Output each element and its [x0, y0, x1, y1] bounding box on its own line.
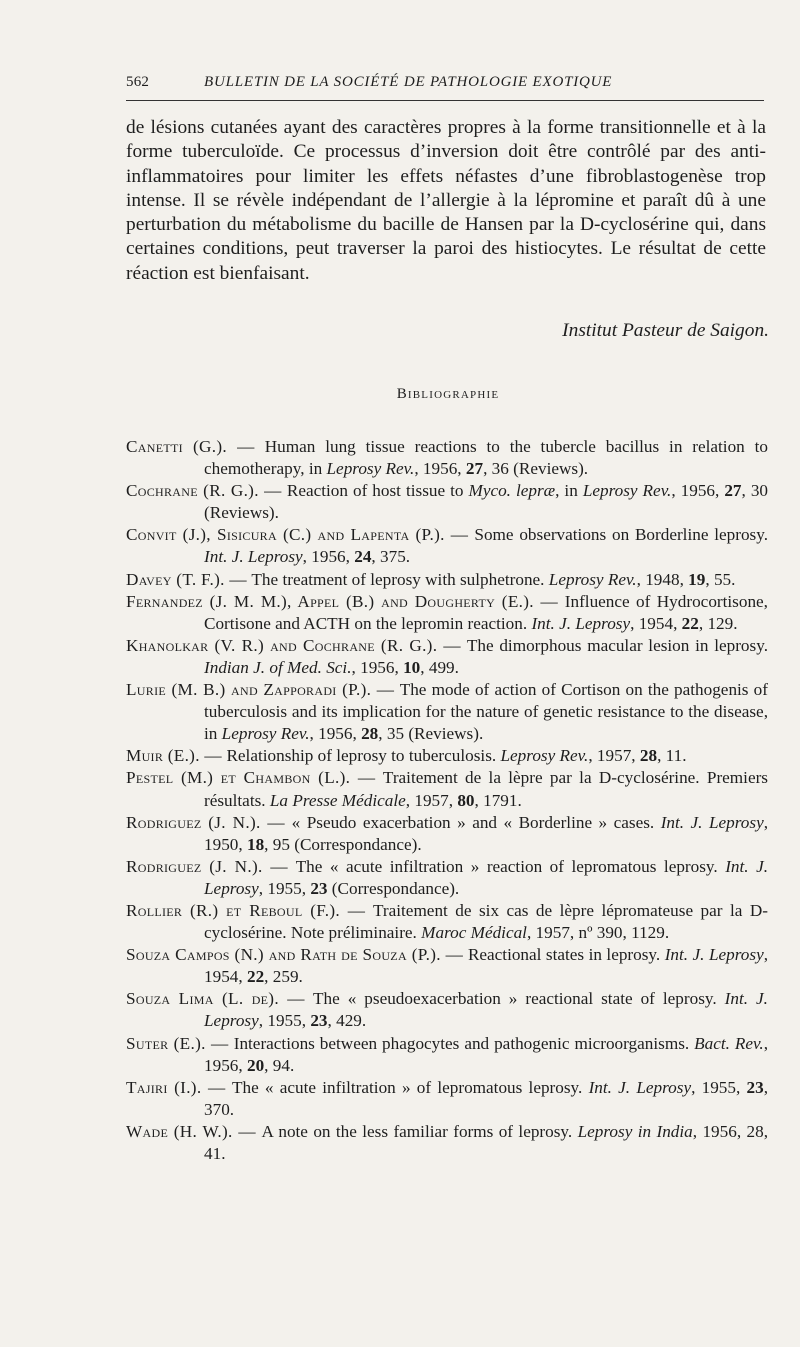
- reference-entry: [126, 745, 768, 767]
- reference-entry: [126, 900, 768, 944]
- reference-volume: 23: [310, 1011, 328, 1031]
- reference-entry: [126, 856, 768, 900]
- reference-title: Traitement de six cas de lèpre lépromateuse par la D-cyclosérine. Note préliminaire.: [204, 900, 768, 943]
- reference-entry: [126, 1033, 768, 1077]
- reference-authors: Rodriguez (J. N.). —: [126, 856, 296, 876]
- reference-volume: 27: [724, 481, 742, 501]
- reference-authors: Davey (T. F.). —: [126, 569, 252, 589]
- reference-journal: Leprosy Rev.: [500, 746, 589, 766]
- reference-citation: , 1956,: [351, 657, 404, 677]
- reference-journal: Int. J. Leprosy: [660, 812, 764, 832]
- reference-volume: 28: [639, 746, 658, 766]
- reference-volume: 19: [688, 569, 706, 589]
- reference-citation: , 1957,: [588, 746, 640, 766]
- reference-authors: Suter (E.). —: [126, 1033, 234, 1053]
- reference-pages: , 35 (Reviews).: [378, 724, 484, 744]
- reference-volume: 80: [457, 790, 475, 810]
- reference-authors: Tajiri (I.). —: [126, 1077, 232, 1097]
- reference-pages: , 129.: [698, 613, 738, 633]
- reference-citation: , 1956, 28, 41.: [204, 1121, 768, 1163]
- reference-entry: [126, 591, 768, 635]
- reference-journal: Leprosy Rev.: [221, 724, 310, 744]
- reference-citation: , 1955,: [258, 878, 311, 898]
- reference-entry: [126, 767, 768, 811]
- reference-title: Influence of Hydrocortisone, Cortisone and ACTH on the lepromin reaction.: [204, 591, 768, 633]
- reference-pages: , 36 (Reviews).: [483, 459, 589, 479]
- reference-pages: , 259.: [264, 967, 303, 987]
- body-paragraph: de lésions cutanées ayant des caractères propres à la forme transitionnelle et à la forme tuberculoïde. Ce processus d’inversion doit être contrôlé par des anti-inflammatoires pour limiter les effets néfastes d’une fibroblastogenèse trop intense. Il se révèle indépendant de l’allergie à la lépromine et paraît dû à une perturbation du métabolisme du bacille de Hansen par la D-cyclosérine qui, dans certaines conditions, peut traverser la paroi des histiocytes. Le résultat de cette réaction est bienfaisant.: [126, 117, 766, 284]
- reference-citation: , 1956,: [671, 481, 725, 501]
- reference-journal: Int. J. Leprosy: [588, 1077, 692, 1097]
- reference-title: The « acute infiltration » of lepromatous leprosy.: [231, 1077, 589, 1097]
- reference-title: Some observations on Borderline leprosy.: [474, 525, 769, 545]
- reference-authors: Convit (J.), Sisicura (C.) and Lapenta (P.). —: [126, 525, 475, 545]
- reference-authors: Fernandez (J. M. M.), Appel (B.) and Dougherty (E.). —: [126, 591, 565, 611]
- reference-volume: 23: [746, 1077, 764, 1097]
- reference-citation: , 1955,: [258, 1011, 311, 1031]
- page-number: 562: [126, 74, 150, 90]
- reference-authors: Rollier (R.) et Reboul (F.). —: [126, 900, 374, 920]
- reference-title: Human lung tissue reactions to the tubercle bacillus in relation to chemotherapy, in: [204, 437, 768, 479]
- reference-entry: [126, 524, 768, 568]
- reference-title: Reactional states in leprosy.: [467, 945, 665, 965]
- affiliation: Institut Pasteur de Saigon.: [562, 320, 769, 341]
- reference-citation: , 1957, nº 390, 1129.: [526, 923, 670, 943]
- reference-journal: Leprosy Rev.: [582, 481, 672, 501]
- reference-volume: 10: [403, 657, 421, 677]
- reference-entry: [126, 1121, 768, 1165]
- reference-authors: Souza Campos (N.) and Rath de Souza (P.). —: [126, 945, 468, 965]
- reference-citation: , 1948,: [636, 569, 689, 589]
- reference-volume: 22: [681, 613, 699, 633]
- reference-title: « Pseudo exacerbation » and « Borderline » cases.: [291, 812, 661, 832]
- reference-authors: Canetti (G.). —: [126, 437, 265, 456]
- reference-pages: , 499.: [420, 657, 459, 677]
- reference-journal: Leprosy Rev.: [326, 459, 415, 479]
- reference-pages: , 11.: [657, 746, 687, 766]
- reference-journal: Int. J. Leprosy: [204, 547, 303, 567]
- reference-journal: Indian J. of Med. Sci.: [204, 657, 352, 677]
- reference-volume: 24: [354, 547, 372, 567]
- reference-journal: Leprosy Rev.: [548, 569, 637, 589]
- reference-journal: Int. J. Leprosy: [664, 945, 764, 965]
- reference-entry: [126, 1077, 768, 1121]
- reference-title: The dimorphous macular lesion in leprosy.: [466, 635, 768, 655]
- reference-authors: Khanolkar (V. R.) and Cochrane (R. G.). —: [126, 635, 467, 655]
- reference-title: Reaction of host tissue to: [286, 481, 469, 501]
- reference-entry: [126, 988, 768, 1032]
- reference-journal: La Presse Médicale: [269, 790, 406, 810]
- reference-entry: [126, 812, 768, 856]
- header-rule: [126, 100, 764, 101]
- reference-authors: Wade (H. W.). —: [126, 1121, 262, 1141]
- reference-authors: Pestel (M.) et Chambon (L.). —: [126, 768, 383, 788]
- reference-volume: 20: [246, 1055, 265, 1075]
- reference-citation: , 1957,: [405, 790, 458, 810]
- reference-pages: , 429.: [327, 1011, 367, 1031]
- reference-journal: Maroc Médical: [421, 923, 527, 943]
- reference-authors: Muir (E.). —: [126, 746, 227, 766]
- reference-journal: Myco. lepræ: [468, 481, 556, 501]
- reference-title: The treatment of leprosy with sulphetrone.: [251, 569, 549, 589]
- reference-volume: 23: [310, 878, 328, 898]
- reference-pages: , 55.: [705, 569, 736, 589]
- reference-authors: Souza Lima (L. de). —: [126, 989, 313, 1009]
- reference-authors: Lurie (M. B.) and Zapporadi (P.). —: [126, 680, 400, 700]
- journal-title: BULLETIN DE LA SOCIÉTÉ DE PATHOLOGIE EXOTIQUE: [204, 74, 613, 90]
- reference-journal: Bact. Rev.: [694, 1033, 764, 1053]
- reference-citation: , 1954,: [630, 613, 682, 633]
- reference-volume: 22: [246, 967, 265, 987]
- reference-title: The « pseudoexacerbation » reactional state of leprosy.: [313, 989, 725, 1009]
- bibliography-heading-text: Bibliographie: [396, 386, 500, 402]
- body-text: [126, 116, 766, 286]
- reference-citation: , 1955,: [691, 1077, 747, 1097]
- reference-list: [126, 436, 768, 1165]
- reference-authors: Rodriguez (J. N.). —: [126, 812, 292, 832]
- reference-volume: 27: [465, 459, 484, 479]
- reference-entry: [126, 569, 768, 591]
- reference-title: Interactions between phagocytes and pathogenic microorganisms.: [233, 1033, 695, 1053]
- reference-journal: Leprosy in India: [577, 1121, 693, 1141]
- reference-entry: [126, 679, 768, 745]
- reference-citation: , 1956,: [302, 547, 355, 567]
- reference-entry: [126, 944, 768, 988]
- reference-pages: (Correspondance).: [327, 878, 460, 898]
- reference-journal: Int. J. Leprosy: [204, 856, 768, 898]
- reference-pages: , 370.: [204, 1077, 769, 1119]
- reference-journal: Int. J. Leprosy: [204, 989, 768, 1031]
- reference-authors: Cochrane (R. G.). —: [126, 481, 287, 501]
- reference-pages: , 375.: [371, 547, 411, 567]
- reference-citation: , in: [555, 481, 583, 501]
- reference-volume: 28: [361, 724, 379, 744]
- reference-entry: [126, 635, 768, 679]
- reference-citation: , 1954,: [204, 945, 769, 987]
- reference-title: The mode of action of Cortison on the pathogenis of tuberculosis and its implication for the nature of genetic resistance to the disease, in: [204, 680, 768, 744]
- reference-volume: 18: [246, 834, 265, 854]
- reference-title: The « acute infiltration » reaction of lepromatous leprosy.: [295, 856, 726, 876]
- reference-entry: [126, 480, 768, 524]
- bibliography-heading: [0, 386, 770, 403]
- reference-citation: , 1956,: [414, 459, 466, 479]
- reference-citation: , 1956,: [204, 1033, 768, 1075]
- reference-pages: , 95 (Correspondance).: [264, 834, 422, 854]
- reference-pages: , 1791.: [474, 790, 522, 810]
- reference-journal: Int. J. Leprosy: [531, 613, 631, 633]
- reference-citation: , 1950,: [204, 812, 769, 854]
- reference-entry: [126, 436, 768, 480]
- reference-title: Traitement de la lèpre par la D-cyclosérine. Premiers résultats.: [204, 768, 768, 810]
- reference-title: Relationship of leprosy to tuberculosis.: [226, 746, 501, 766]
- reference-pages: , 94.: [264, 1055, 295, 1075]
- reference-title: A note on the less familiar forms of leprosy.: [261, 1121, 578, 1141]
- reference-pages: , 30 (Reviews).: [204, 481, 769, 523]
- reference-citation: , 1956,: [309, 724, 362, 744]
